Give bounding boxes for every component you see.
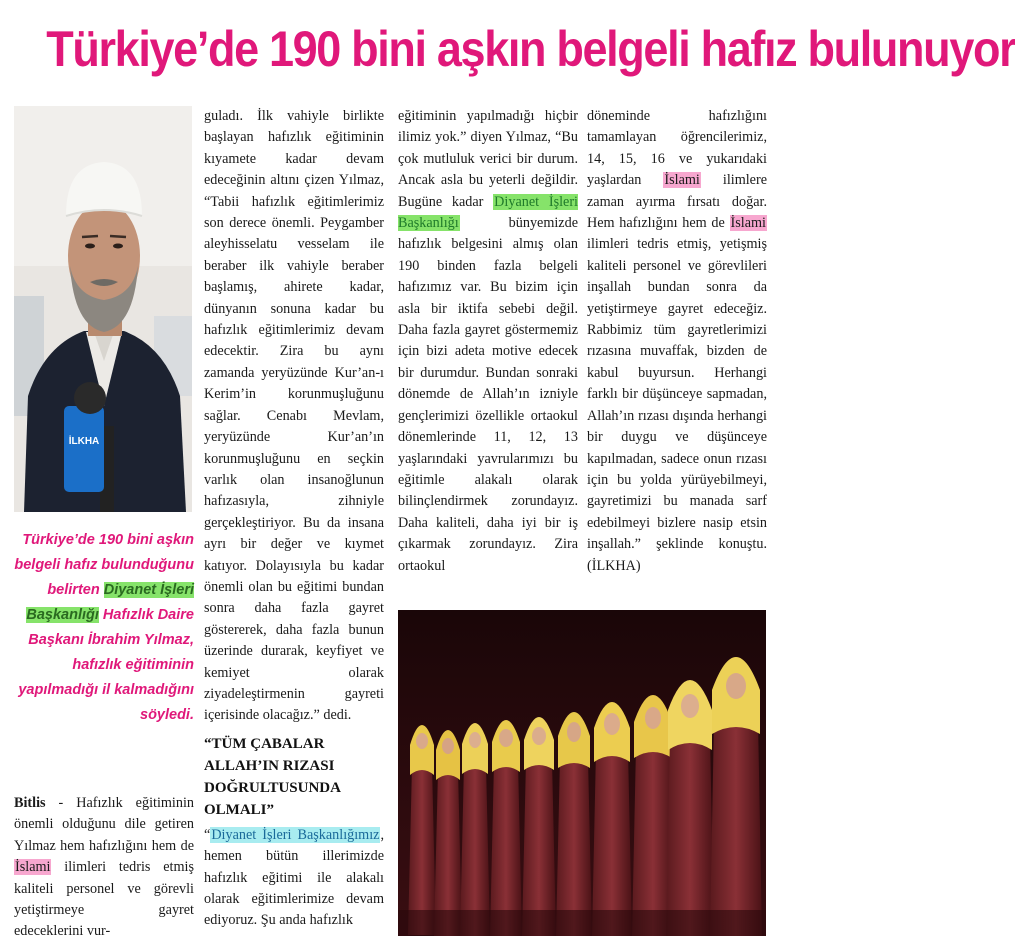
caption-text-2: Hafızlık Daire Başkanı İbrahim Yılmaz, hafızlık eğitiminin yapılmadığı il kalmadığını söyledi. [18, 607, 194, 723]
highlight-diyanet-green: Diyanet İşleri Başkanlığı [398, 193, 578, 232]
col3-text-1: eğitiminin yapılmadığı hiçbir ilimiz yok.” diyen Yılmaz, “Bu çok mutluluk verici bir durum. Ancak asla bu yeterli değildir. Bugüne kadar [398, 108, 578, 210]
highlight-islami-1: İslami [664, 172, 700, 189]
dateline: Bitlis [14, 795, 46, 811]
col4-text-3: ilimleri tedris etmiş, yetişmiş kaliteli personel ve görevlileri inşallah bundan sonra da yetiştirmeye gayret edeceğiz. Rabbimiz tüm gayretlerimizi rızasına muvaffak, bizden de kabul buyursun. Herhangi farklı bir düşünceye sapmadan, Allah’ın rızası dışında herhangi bir duygu ve düşünceye kapılmadan, sadece onun rızası için bu yolda yürüyebilmeyi, gayretimizi bu manada sarf edebilmeyi bizlere nasip etsin inşallah.” şeklinde konuştu. (İLKHA) [587, 236, 767, 574]
article-column-1 [14, 793, 194, 943]
portrait-photo [14, 106, 192, 512]
col2-quote-open: “ [204, 826, 211, 843]
caption-text-1: Türkiye’de 190 bini aşkın belgeli hafız bulunduğunu belirten [14, 532, 194, 598]
col2-paragraph-2: , hemen bütün illerimizde hafızlık eğitimi ile alakalı olarak eğitimlerimize devam ediyoruz. Şu anda hafızlık [204, 826, 384, 929]
col4-text-2: ilimlere zaman ayırma fırsatı doğar. Hem hafızlığını hem de [587, 172, 767, 232]
article-column-4 [587, 106, 767, 577]
sub-heading: “TÜM ÇABALAR ALLAH’IN RIZASI DOĞRULTUSUNDA OLMALI” [204, 735, 341, 818]
article-column-2 [204, 106, 384, 932]
col1-text-2: ilimleri tedris etmiş kaliteli personel ve görevli yetiştirmeye gayret edeceklerini vur- [14, 859, 194, 940]
photo-caption [14, 528, 194, 728]
highlight-diyanet: Diyanet İşleri Başkanlığımız [211, 826, 380, 843]
col1-text-1: - Hafızlık eğitiminin önemli olduğunu dile getiren Yılmaz hem hafızlığını hem de [14, 795, 194, 854]
highlight-islami: İslami [15, 859, 51, 876]
highlight-islami-2: İslami [730, 215, 766, 232]
col4-text-1: döneminde hafızlığını tamamlayan öğrencilerimiz, 14, 15, 16 ve yukarıdaki yaşlardan [587, 108, 767, 189]
caption-org-highlight: Diyanet İşleri Başkanlığı [26, 582, 194, 623]
headline: Türkiye’de 190 bini aşkın belgeli hafız bulunuyor [46, 21, 1015, 77]
graduates-photo [398, 610, 766, 936]
col2-paragraph-1: guladı. İlk vahiyle birlikte başlayan hafızlık eğitiminin kıyamete kadar devam edeceğinin altını çizen Yılmaz, “Tabii hafızlık eğitimlerimiz son derece önemli. Peygamber aleyhisselatu vesselam ile beraber ilk vahiyle beraber başlamış, ahirete kadar, dünyanın sonuna kadar bu hafızlık eğitimlerimiz devam edecektir. Zira bu aynı zamanda yeryüzünde Kur’an-ı Kerim’in korunmuşluğunu sağlar. Cenabı Mevlam, yeryüzünde Kur’an’ın korunmuşluğunu en seçkin varlık olan insanoğlunun hafızasıyla, zihniyle gerçekleştiriyor. Bu da insana ayrı bir değer ve kıymet katıyor. Dolayısıyla bu kadar önemli olan bu eğitimi bundan sonra daha fazla gayret göstererek, daha fazla bunun üzerinde durarak, keyfiyet ve kemiyet olarak ziyadeleştirmenin gayreti içerisinde olacağız.” dedi. [204, 108, 384, 724]
article-column-3 [398, 106, 578, 577]
mic-logo: İLKHA [68, 436, 100, 447]
col3-text-2: bünyemizde hafızlık belgesini almış olan 190 binden fazla belgeli hafızımız var. Bu bizim için asla bir iktifa sebebi değil. Daha fazla gayret göstermemiz için bizi adeta motive edecek bir durumdur. Bundan sonraki dönemde de Allah’ın izniyle gençlerimizi özellikle ortaokul dönemlerinde 11, 12, 13 yaşlarındaki yavrularımızı bu eğitimle alakalı olarak bilinçlendirmek zorundayız. Daha kaliteli, daha iyi bir iş çıkarmak zorundayız. Zira ortaokul [398, 215, 578, 574]
